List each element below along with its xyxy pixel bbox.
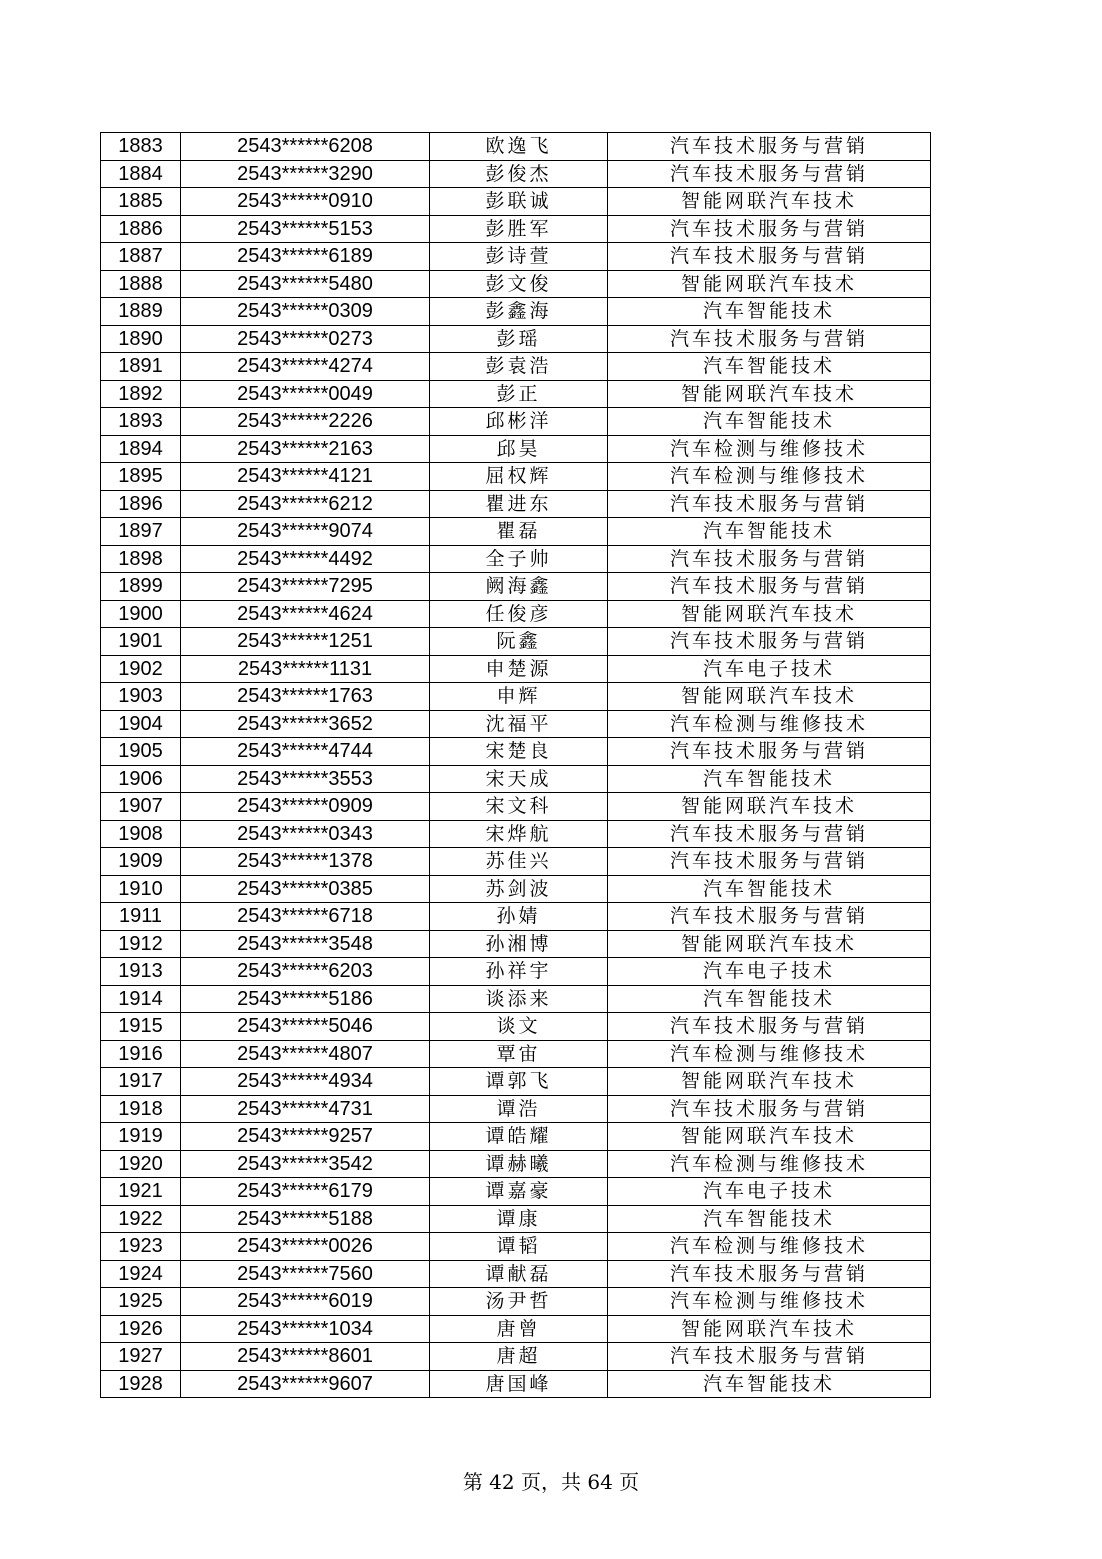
student-name-cell: 彭鑫海 bbox=[430, 298, 608, 326]
major-cell: 汽车技术服务与营销 bbox=[608, 133, 931, 161]
id-number-cell: 2543******2226 bbox=[181, 408, 430, 436]
table-row bbox=[101, 738, 931, 766]
table-row bbox=[101, 573, 931, 601]
student-name-cell: 宋烨航 bbox=[430, 820, 608, 848]
student-name-cell: 孙祥宇 bbox=[430, 958, 608, 986]
student-name-cell: 宋天成 bbox=[430, 765, 608, 793]
table-row bbox=[101, 793, 931, 821]
table-row bbox=[101, 1205, 931, 1233]
student-name-cell: 谭康 bbox=[430, 1205, 608, 1233]
id-number-cell: 2543******0309 bbox=[181, 298, 430, 326]
table-row bbox=[101, 490, 931, 518]
id-number-cell: 2543******2163 bbox=[181, 435, 430, 463]
table-row bbox=[101, 353, 931, 381]
major-cell: 汽车技术服务与营销 bbox=[608, 490, 931, 518]
table-row bbox=[101, 243, 931, 271]
student-name-cell: 孙婧 bbox=[430, 903, 608, 931]
table-row bbox=[101, 545, 931, 573]
id-number-cell: 2543******6208 bbox=[181, 133, 430, 161]
id-number-cell: 2543******9607 bbox=[181, 1370, 430, 1398]
table-row bbox=[101, 820, 931, 848]
major-cell: 汽车智能技术 bbox=[608, 875, 931, 903]
page-footer: 第 42 页，共 64 页 bbox=[462, 1470, 640, 1494]
student-name-cell: 瞿进东 bbox=[430, 490, 608, 518]
id-number-cell: 2543******0909 bbox=[181, 793, 430, 821]
serial-number-cell: 1920 bbox=[101, 1150, 181, 1178]
table-row bbox=[101, 463, 931, 491]
student-name-cell: 谭皓耀 bbox=[430, 1123, 608, 1151]
table-row bbox=[101, 1178, 931, 1206]
student-name-cell: 谭郭飞 bbox=[430, 1068, 608, 1096]
serial-number-cell: 1883 bbox=[101, 133, 181, 161]
student-name-cell: 彭袁浩 bbox=[430, 353, 608, 381]
serial-number-cell: 1888 bbox=[101, 270, 181, 298]
id-number-cell: 2543******4121 bbox=[181, 463, 430, 491]
id-number-cell: 2543******5153 bbox=[181, 215, 430, 243]
student-name-cell: 宋楚良 bbox=[430, 738, 608, 766]
table-row bbox=[101, 435, 931, 463]
student-name-cell: 阮鑫 bbox=[430, 628, 608, 656]
roster-table bbox=[100, 132, 931, 1398]
student-name-cell: 彭胜军 bbox=[430, 215, 608, 243]
student-name-cell: 任俊彦 bbox=[430, 600, 608, 628]
serial-number-cell: 1903 bbox=[101, 683, 181, 711]
major-cell: 汽车智能技术 bbox=[608, 1370, 931, 1398]
major-cell: 汽车检测与维修技术 bbox=[608, 1288, 931, 1316]
major-cell: 汽车技术服务与营销 bbox=[608, 848, 931, 876]
major-cell: 汽车智能技术 bbox=[608, 985, 931, 1013]
id-number-cell: 2543******5480 bbox=[181, 270, 430, 298]
major-cell: 汽车检测与维修技术 bbox=[608, 463, 931, 491]
id-number-cell: 2543******8601 bbox=[181, 1343, 430, 1371]
major-cell: 智能网联汽车技术 bbox=[608, 600, 931, 628]
serial-number-cell: 1905 bbox=[101, 738, 181, 766]
table-row bbox=[101, 380, 931, 408]
table-row bbox=[101, 133, 931, 161]
major-cell: 智能网联汽车技术 bbox=[608, 270, 931, 298]
student-name-cell: 苏佳兴 bbox=[430, 848, 608, 876]
table-row bbox=[101, 1315, 931, 1343]
serial-number-cell: 1915 bbox=[101, 1013, 181, 1041]
student-name-cell: 唐曾 bbox=[430, 1315, 608, 1343]
serial-number-cell: 1891 bbox=[101, 353, 181, 381]
table-row bbox=[101, 1095, 931, 1123]
student-name-cell: 彭瑶 bbox=[430, 325, 608, 353]
serial-number-cell: 1928 bbox=[101, 1370, 181, 1398]
student-name-cell: 瞿磊 bbox=[430, 518, 608, 546]
serial-number-cell: 1892 bbox=[101, 380, 181, 408]
table-row bbox=[101, 408, 931, 436]
id-number-cell: 2543******6203 bbox=[181, 958, 430, 986]
student-name-cell: 谭献磊 bbox=[430, 1260, 608, 1288]
major-cell: 智能网联汽车技术 bbox=[608, 683, 931, 711]
table-row bbox=[101, 1288, 931, 1316]
major-cell: 汽车检测与维修技术 bbox=[608, 1233, 931, 1261]
major-cell: 汽车技术服务与营销 bbox=[608, 545, 931, 573]
student-name-cell: 谈添来 bbox=[430, 985, 608, 1013]
id-number-cell: 2543******0026 bbox=[181, 1233, 430, 1261]
id-number-cell: 2543******0273 bbox=[181, 325, 430, 353]
id-number-cell: 2543******1378 bbox=[181, 848, 430, 876]
id-number-cell: 2543******4624 bbox=[181, 600, 430, 628]
major-cell: 汽车技术服务与营销 bbox=[608, 1095, 931, 1123]
table-row bbox=[101, 655, 931, 683]
serial-number-cell: 1897 bbox=[101, 518, 181, 546]
serial-number-cell: 1904 bbox=[101, 710, 181, 738]
table-row bbox=[101, 930, 931, 958]
id-number-cell: 2543******4731 bbox=[181, 1095, 430, 1123]
table-row bbox=[101, 628, 931, 656]
major-cell: 智能网联汽车技术 bbox=[608, 793, 931, 821]
id-number-cell: 2543******4744 bbox=[181, 738, 430, 766]
major-cell: 汽车检测与维修技术 bbox=[608, 1040, 931, 1068]
id-number-cell: 2543******6718 bbox=[181, 903, 430, 931]
student-name-cell: 彭文俊 bbox=[430, 270, 608, 298]
student-name-cell: 孙湘博 bbox=[430, 930, 608, 958]
student-name-cell: 屈权辉 bbox=[430, 463, 608, 491]
serial-number-cell: 1911 bbox=[101, 903, 181, 931]
serial-number-cell: 1887 bbox=[101, 243, 181, 271]
table-row bbox=[101, 518, 931, 546]
major-cell: 汽车检测与维修技术 bbox=[608, 435, 931, 463]
serial-number-cell: 1907 bbox=[101, 793, 181, 821]
major-cell: 汽车技术服务与营销 bbox=[608, 738, 931, 766]
table-row bbox=[101, 1260, 931, 1288]
table-row bbox=[101, 215, 931, 243]
table-row bbox=[101, 1150, 931, 1178]
id-number-cell: 2543******4492 bbox=[181, 545, 430, 573]
table-row bbox=[101, 958, 931, 986]
student-name-cell: 谈文 bbox=[430, 1013, 608, 1041]
major-cell: 汽车技术服务与营销 bbox=[608, 1260, 931, 1288]
serial-number-cell: 1899 bbox=[101, 573, 181, 601]
id-number-cell: 2543******3553 bbox=[181, 765, 430, 793]
major-cell: 汽车智能技术 bbox=[608, 353, 931, 381]
student-name-cell: 苏剑波 bbox=[430, 875, 608, 903]
id-number-cell: 2543******1251 bbox=[181, 628, 430, 656]
serial-number-cell: 1896 bbox=[101, 490, 181, 518]
serial-number-cell: 1906 bbox=[101, 765, 181, 793]
table-row bbox=[101, 1068, 931, 1096]
serial-number-cell: 1893 bbox=[101, 408, 181, 436]
student-name-cell: 覃宙 bbox=[430, 1040, 608, 1068]
id-number-cell: 2543******0343 bbox=[181, 820, 430, 848]
serial-number-cell: 1889 bbox=[101, 298, 181, 326]
table-row bbox=[101, 325, 931, 353]
table-row bbox=[101, 1040, 931, 1068]
student-name-cell: 邱昊 bbox=[430, 435, 608, 463]
major-cell: 汽车智能技术 bbox=[608, 1205, 931, 1233]
major-cell: 智能网联汽车技术 bbox=[608, 1315, 931, 1343]
serial-number-cell: 1922 bbox=[101, 1205, 181, 1233]
serial-number-cell: 1926 bbox=[101, 1315, 181, 1343]
table-row bbox=[101, 270, 931, 298]
id-number-cell: 2543******9257 bbox=[181, 1123, 430, 1151]
student-name-cell: 汤尹哲 bbox=[430, 1288, 608, 1316]
student-name-cell: 阙海鑫 bbox=[430, 573, 608, 601]
major-cell: 汽车技术服务与营销 bbox=[608, 628, 931, 656]
major-cell: 汽车智能技术 bbox=[608, 765, 931, 793]
serial-number-cell: 1901 bbox=[101, 628, 181, 656]
major-cell: 汽车智能技术 bbox=[608, 408, 931, 436]
table-row bbox=[101, 985, 931, 1013]
serial-number-cell: 1913 bbox=[101, 958, 181, 986]
serial-number-cell: 1894 bbox=[101, 435, 181, 463]
major-cell: 汽车技术服务与营销 bbox=[608, 820, 931, 848]
id-number-cell: 2543******6179 bbox=[181, 1178, 430, 1206]
student-name-cell: 申辉 bbox=[430, 683, 608, 711]
major-cell: 汽车智能技术 bbox=[608, 298, 931, 326]
student-name-cell: 谭浩 bbox=[430, 1095, 608, 1123]
major-cell: 汽车智能技术 bbox=[608, 518, 931, 546]
serial-number-cell: 1909 bbox=[101, 848, 181, 876]
student-name-cell: 唐超 bbox=[430, 1343, 608, 1371]
major-cell: 汽车电子技术 bbox=[608, 958, 931, 986]
id-number-cell: 2543******1131 bbox=[181, 655, 430, 683]
id-number-cell: 2543******3652 bbox=[181, 710, 430, 738]
table-row bbox=[101, 765, 931, 793]
student-name-cell: 全子帅 bbox=[430, 545, 608, 573]
serial-number-cell: 1916 bbox=[101, 1040, 181, 1068]
id-number-cell: 2543******6019 bbox=[181, 1288, 430, 1316]
student-name-cell: 欧逸飞 bbox=[430, 133, 608, 161]
serial-number-cell: 1884 bbox=[101, 160, 181, 188]
table-row bbox=[101, 1233, 931, 1261]
serial-number-cell: 1890 bbox=[101, 325, 181, 353]
student-name-cell: 申楚源 bbox=[430, 655, 608, 683]
serial-number-cell: 1921 bbox=[101, 1178, 181, 1206]
student-name-cell: 宋文科 bbox=[430, 793, 608, 821]
id-number-cell: 2543******6212 bbox=[181, 490, 430, 518]
id-number-cell: 2543******7560 bbox=[181, 1260, 430, 1288]
table-row bbox=[101, 710, 931, 738]
serial-number-cell: 1917 bbox=[101, 1068, 181, 1096]
student-name-cell: 邱彬洋 bbox=[430, 408, 608, 436]
table-row bbox=[101, 848, 931, 876]
major-cell: 汽车电子技术 bbox=[608, 655, 931, 683]
student-name-cell: 彭诗萱 bbox=[430, 243, 608, 271]
student-name-cell: 彭联诚 bbox=[430, 188, 608, 216]
id-number-cell: 2543******5188 bbox=[181, 1205, 430, 1233]
id-number-cell: 2543******0910 bbox=[181, 188, 430, 216]
serial-number-cell: 1919 bbox=[101, 1123, 181, 1151]
id-number-cell: 2543******4807 bbox=[181, 1040, 430, 1068]
serial-number-cell: 1886 bbox=[101, 215, 181, 243]
id-number-cell: 2543******0385 bbox=[181, 875, 430, 903]
serial-number-cell: 1898 bbox=[101, 545, 181, 573]
major-cell: 汽车技术服务与营销 bbox=[608, 1013, 931, 1041]
major-cell: 汽车技术服务与营销 bbox=[608, 160, 931, 188]
serial-number-cell: 1924 bbox=[101, 1260, 181, 1288]
major-cell: 汽车技术服务与营销 bbox=[608, 215, 931, 243]
major-cell: 汽车检测与维修技术 bbox=[608, 1150, 931, 1178]
serial-number-cell: 1902 bbox=[101, 655, 181, 683]
major-cell: 汽车技术服务与营销 bbox=[608, 243, 931, 271]
table-row bbox=[101, 298, 931, 326]
roster-body bbox=[101, 133, 931, 1398]
student-name-cell: 谭赫曦 bbox=[430, 1150, 608, 1178]
serial-number-cell: 1910 bbox=[101, 875, 181, 903]
serial-number-cell: 1900 bbox=[101, 600, 181, 628]
major-cell: 智能网联汽车技术 bbox=[608, 188, 931, 216]
table-row bbox=[101, 600, 931, 628]
serial-number-cell: 1927 bbox=[101, 1343, 181, 1371]
major-cell: 汽车电子技术 bbox=[608, 1178, 931, 1206]
serial-number-cell: 1914 bbox=[101, 985, 181, 1013]
id-number-cell: 2543******1034 bbox=[181, 1315, 430, 1343]
id-number-cell: 2543******5186 bbox=[181, 985, 430, 1013]
table-row bbox=[101, 875, 931, 903]
major-cell: 汽车技术服务与营销 bbox=[608, 903, 931, 931]
student-name-cell: 彭俊杰 bbox=[430, 160, 608, 188]
serial-number-cell: 1923 bbox=[101, 1233, 181, 1261]
serial-number-cell: 1925 bbox=[101, 1288, 181, 1316]
major-cell: 汽车技术服务与营销 bbox=[608, 1343, 931, 1371]
id-number-cell: 2543******7295 bbox=[181, 573, 430, 601]
student-name-cell: 唐国峰 bbox=[430, 1370, 608, 1398]
id-number-cell: 2543******3548 bbox=[181, 930, 430, 958]
major-cell: 汽车检测与维修技术 bbox=[608, 710, 931, 738]
serial-number-cell: 1918 bbox=[101, 1095, 181, 1123]
major-cell: 智能网联汽车技术 bbox=[608, 930, 931, 958]
table-row bbox=[101, 1343, 931, 1371]
id-number-cell: 2543******1763 bbox=[181, 683, 430, 711]
table-row bbox=[101, 1013, 931, 1041]
serial-number-cell: 1908 bbox=[101, 820, 181, 848]
major-cell: 智能网联汽车技术 bbox=[608, 1123, 931, 1151]
id-number-cell: 2543******5046 bbox=[181, 1013, 430, 1041]
student-name-cell: 彭正 bbox=[430, 380, 608, 408]
id-number-cell: 2543******4934 bbox=[181, 1068, 430, 1096]
id-number-cell: 2543******6189 bbox=[181, 243, 430, 271]
major-cell: 智能网联汽车技术 bbox=[608, 380, 931, 408]
id-number-cell: 2543******0049 bbox=[181, 380, 430, 408]
major-cell: 汽车技术服务与营销 bbox=[608, 573, 931, 601]
id-number-cell: 2543******9074 bbox=[181, 518, 430, 546]
table-row bbox=[101, 160, 931, 188]
table-row bbox=[101, 1370, 931, 1398]
student-name-cell: 沈福平 bbox=[430, 710, 608, 738]
serial-number-cell: 1885 bbox=[101, 188, 181, 216]
table-row bbox=[101, 1123, 931, 1151]
id-number-cell: 2543******4274 bbox=[181, 353, 430, 381]
student-name-cell: 谭韬 bbox=[430, 1233, 608, 1261]
table-row bbox=[101, 188, 931, 216]
student-name-cell: 谭嘉豪 bbox=[430, 1178, 608, 1206]
serial-number-cell: 1895 bbox=[101, 463, 181, 491]
serial-number-cell: 1912 bbox=[101, 930, 181, 958]
id-number-cell: 2543******3290 bbox=[181, 160, 430, 188]
table-row bbox=[101, 683, 931, 711]
major-cell: 汽车技术服务与营销 bbox=[608, 325, 931, 353]
id-number-cell: 2543******3542 bbox=[181, 1150, 430, 1178]
major-cell: 智能网联汽车技术 bbox=[608, 1068, 931, 1096]
table-row bbox=[101, 903, 931, 931]
